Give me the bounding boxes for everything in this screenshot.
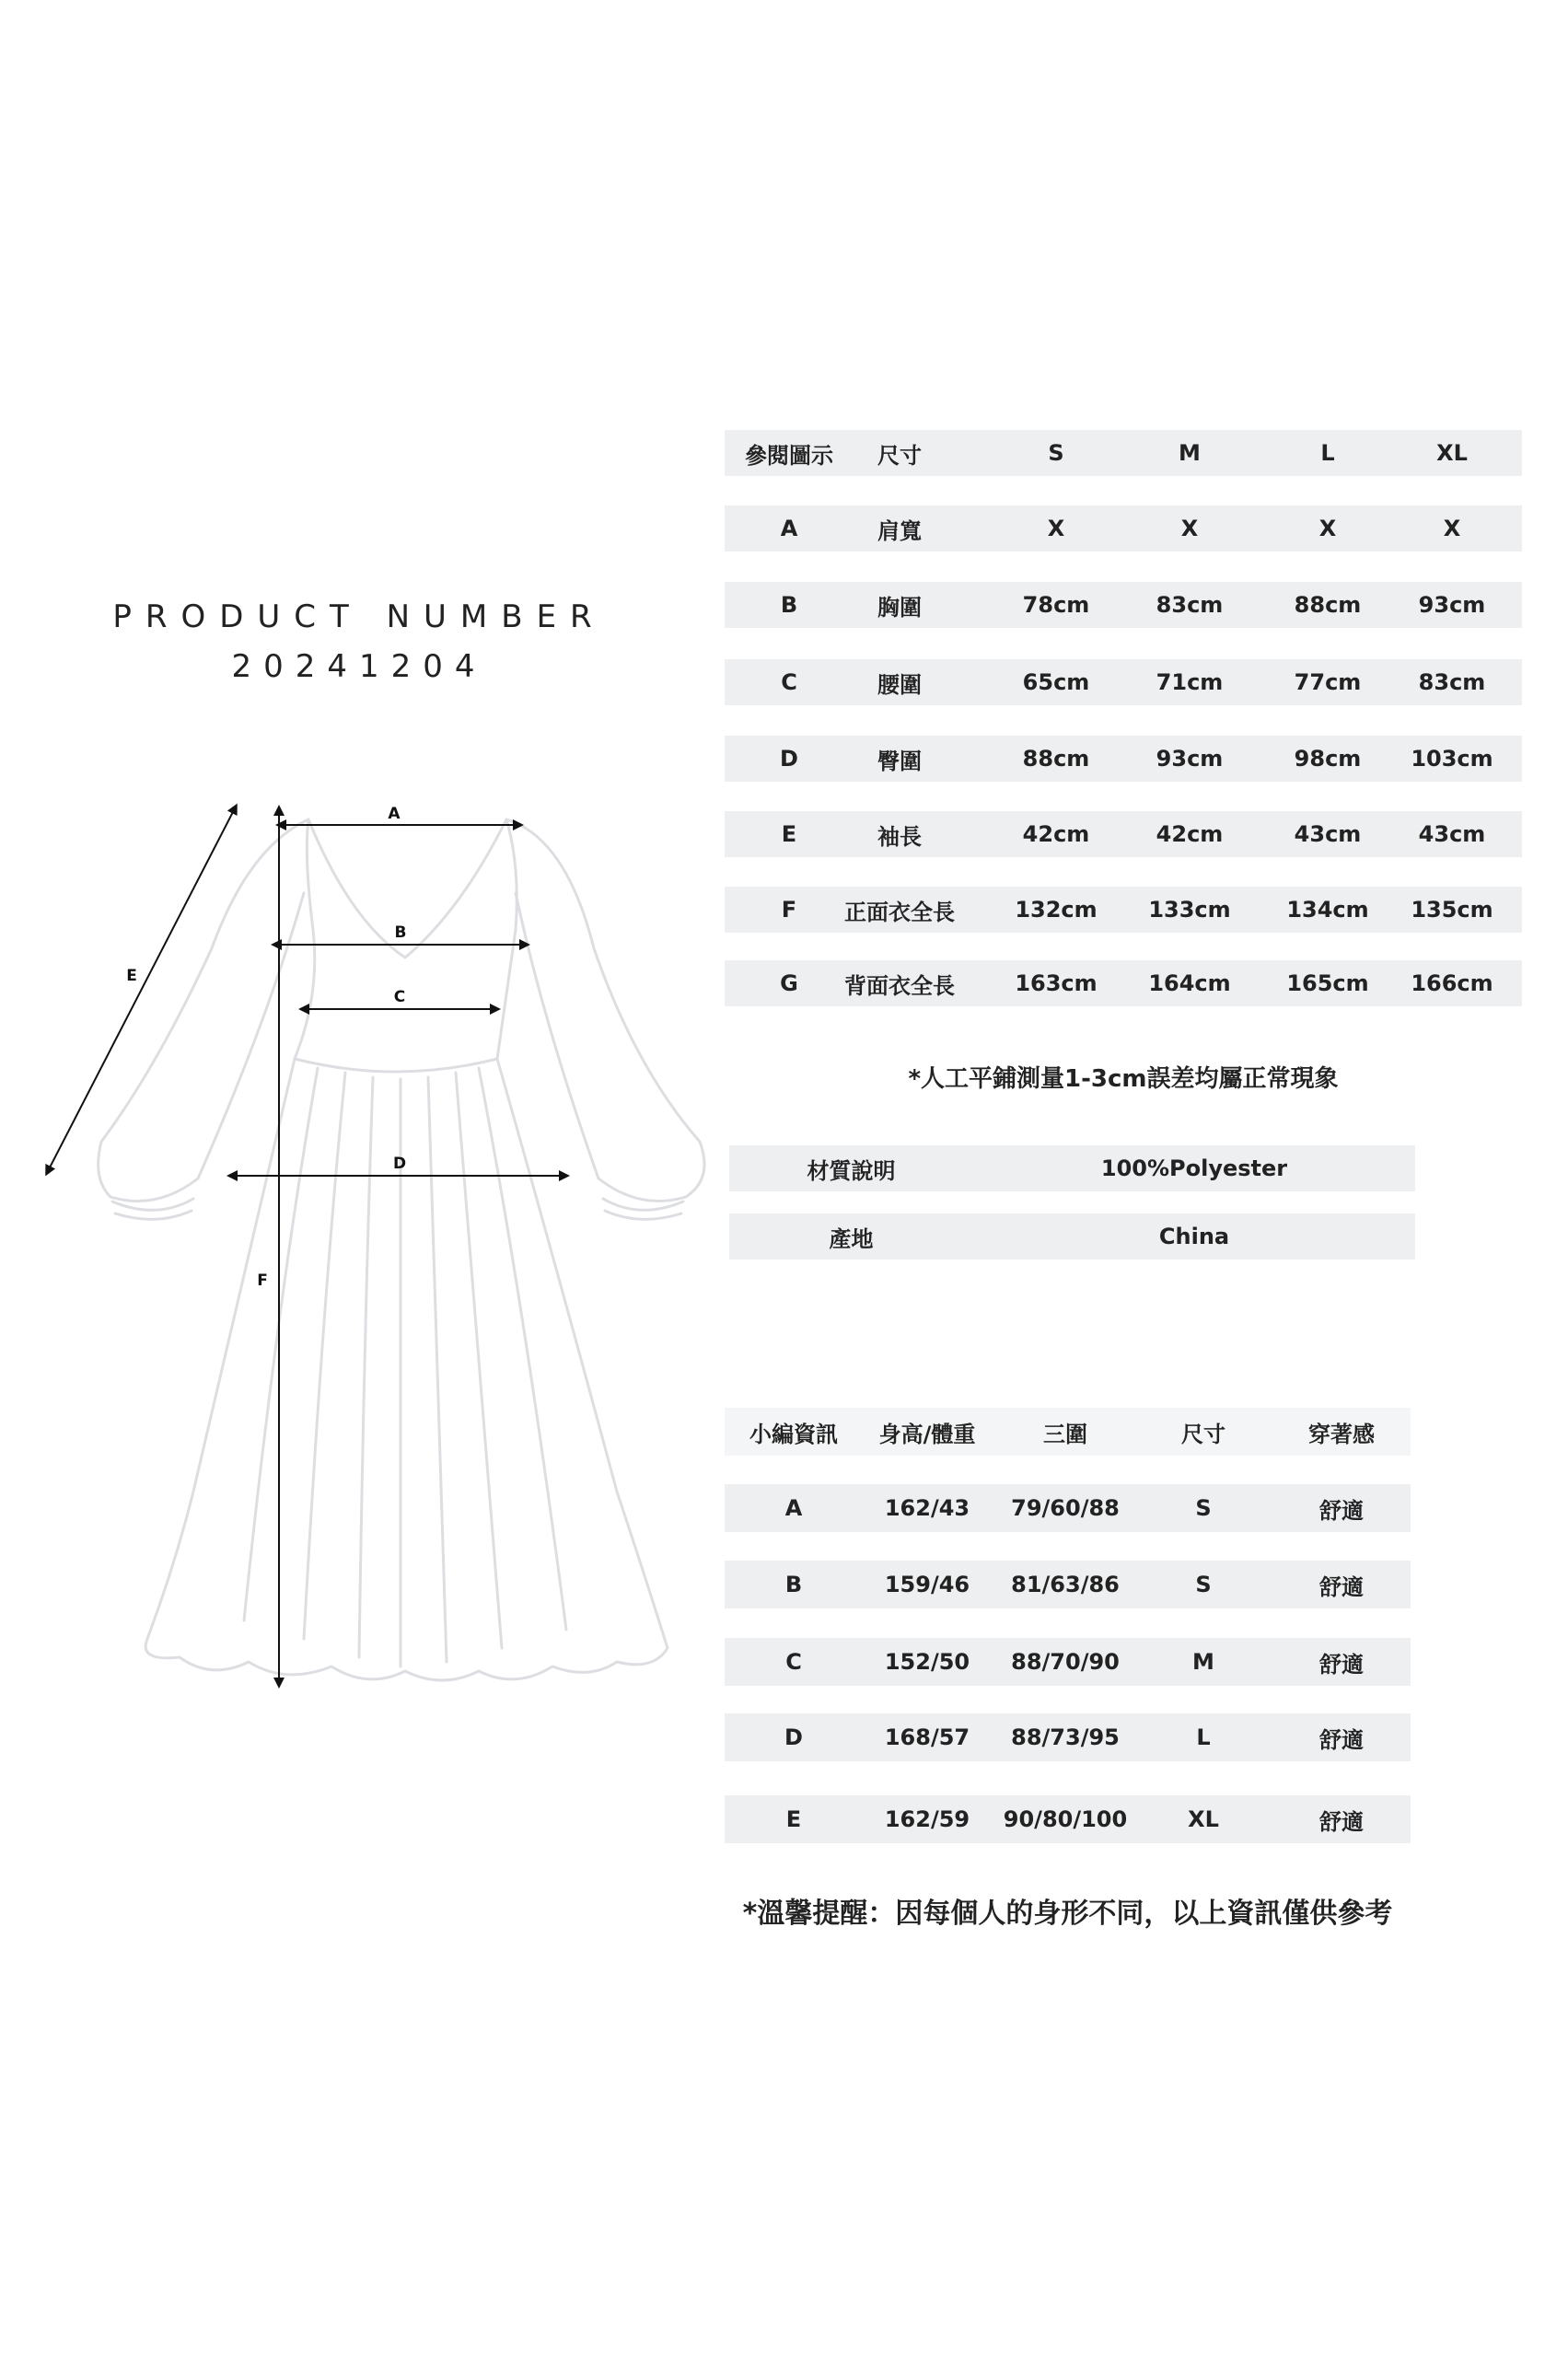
product-number-label: PRODUCT NUMBER [112, 598, 606, 635]
model-table-row [725, 1638, 1411, 1686]
size-table-cell: 134cm [1286, 897, 1369, 923]
size-table-cell: 93cm [1156, 746, 1224, 772]
label-d: D [392, 1155, 407, 1173]
size-table-cell: 164cm [1148, 970, 1231, 996]
size-table-cell: 尺寸 [877, 442, 922, 469]
dress-measurement-diagram [28, 792, 727, 1694]
size-table-cell: D [780, 746, 798, 772]
model-table-row [725, 1795, 1411, 1843]
label-c: C [393, 988, 406, 1006]
model-table-cell: E [785, 1806, 802, 1832]
model-table-cell: 身高/體重 [878, 1421, 976, 1447]
size-table-cell: 42cm [1022, 821, 1090, 847]
model-table-cell: 159/46 [884, 1572, 970, 1597]
model-table-cell: 三圍 [1043, 1421, 1087, 1447]
size-table-cell: 166cm [1411, 970, 1493, 996]
size-table-cell: 88cm [1294, 592, 1362, 618]
dress-outline [99, 819, 704, 1680]
size-table-cell: 袖長 [877, 823, 922, 850]
size-table-cell: A [780, 516, 798, 541]
size-table-cell: 參閱圖示 [745, 442, 833, 469]
size-table-cell: 胸圍 [877, 594, 922, 621]
size-table-cell: 93cm [1418, 592, 1486, 618]
model-table-cell: D [784, 1724, 803, 1750]
model-table-cell: B [784, 1572, 803, 1597]
size-table-cell: X [1318, 516, 1337, 541]
size-table-cell: X [1047, 516, 1065, 541]
model-table-cell: XL [1188, 1806, 1219, 1832]
model-table-cell: 162/59 [884, 1806, 970, 1832]
size-table-cell: C [781, 669, 797, 695]
measure-note: *人工平鋪測量1-3cm誤差均屬正常現象 [908, 1065, 1339, 1093]
model-table-row [725, 1713, 1411, 1761]
size-table-cell: 78cm [1022, 592, 1090, 618]
size-table-cell: M [1179, 440, 1201, 466]
reminder-note: *溫馨提醒：因每個人的身形不同，以上資訊僅供參考 [742, 1898, 1393, 1930]
model-table-cell: 舒適 [1319, 1808, 1364, 1835]
model-table-cell: 168/57 [884, 1724, 970, 1750]
size-table-row [725, 505, 1522, 552]
model-table-cell: 79/60/88 [1011, 1495, 1120, 1521]
material-table-cell: 100%Polyester [1100, 1155, 1288, 1181]
size-table-cell: 163cm [1015, 970, 1098, 996]
size-table-cell: 臀圍 [877, 748, 922, 774]
model-table-cell: 162/43 [884, 1495, 970, 1521]
model-table-cell: 舒適 [1319, 1726, 1364, 1753]
model-table-cell: S [1195, 1572, 1212, 1597]
size-table-cell: 43cm [1294, 821, 1362, 847]
model-table-row [725, 1484, 1411, 1532]
size-table-cell: X [1180, 516, 1199, 541]
model-table-cell: A [784, 1495, 803, 1521]
size-table-cell: 71cm [1156, 669, 1224, 695]
size-table-cell: E [781, 821, 797, 847]
size-table-cell: XL [1436, 440, 1468, 466]
label-b: B [394, 923, 407, 942]
size-table-cell: 肩寬 [877, 517, 922, 544]
size-table-row [725, 659, 1522, 705]
size-table-cell: 135cm [1411, 897, 1493, 923]
size-table-cell: 正面衣全長 [844, 899, 955, 925]
material-table-row [729, 1213, 1415, 1260]
label-f: F [257, 1271, 268, 1290]
size-table-row [725, 430, 1522, 476]
size-table-cell: 133cm [1148, 897, 1231, 923]
model-table-cell: 88/70/90 [1011, 1649, 1120, 1675]
model-table-cell: 舒適 [1319, 1497, 1364, 1524]
model-table-cell: 88/73/95 [1011, 1724, 1120, 1750]
product-number-value: 20241204 [231, 648, 487, 685]
model-table-cell: 152/50 [884, 1649, 970, 1675]
size-table-cell: 83cm [1418, 669, 1486, 695]
model-table-cell: 小編資訊 [749, 1421, 838, 1447]
size-table-row [725, 811, 1522, 857]
label-e: E [126, 967, 137, 985]
model-table-cell: 穿著感 [1308, 1421, 1375, 1447]
size-table-cell: 腰圍 [877, 671, 922, 698]
size-table-cell: 88cm [1022, 746, 1090, 772]
size-table-row [725, 887, 1522, 933]
measurement-lines [48, 808, 564, 1683]
model-table-cell: 舒適 [1319, 1573, 1364, 1600]
size-table-row [725, 582, 1522, 628]
measure-line-e [48, 808, 235, 1171]
size-table-cell: 背面衣全長 [844, 972, 955, 999]
model-table-cell: 尺寸 [1181, 1421, 1225, 1447]
size-table-cell: 43cm [1418, 821, 1486, 847]
size-table-cell: S [1048, 440, 1064, 466]
product-number [110, 598, 608, 685]
size-table-cell: 77cm [1294, 669, 1362, 695]
size-table-cell: 65cm [1022, 669, 1090, 695]
size-table-cell: B [780, 592, 798, 618]
model-table-cell: M [1192, 1649, 1214, 1675]
size-table-cell: X [1443, 516, 1461, 541]
size-table-cell: 83cm [1156, 592, 1224, 618]
model-table-cell: 90/80/100 [1003, 1806, 1128, 1832]
material-table-row [729, 1145, 1415, 1191]
material-table-cell: China [1158, 1224, 1230, 1249]
size-table-cell: F [781, 897, 797, 923]
size-table-cell: 98cm [1294, 746, 1362, 772]
size-table-row [725, 960, 1522, 1006]
model-table-row [725, 1408, 1411, 1456]
size-table-cell: 165cm [1286, 970, 1369, 996]
material-table-cell: 材質說明 [807, 1157, 896, 1184]
size-table-row [725, 736, 1522, 782]
model-table-cell: 舒適 [1319, 1651, 1364, 1678]
size-table-cell: 132cm [1015, 897, 1098, 923]
model-table-cell: S [1195, 1495, 1212, 1521]
label-a: A [388, 805, 401, 823]
size-table-cell: 103cm [1411, 746, 1493, 772]
model-table-cell: C [785, 1649, 802, 1675]
model-table-cell: L [1196, 1724, 1211, 1750]
size-table-cell: 42cm [1156, 821, 1224, 847]
model-table-row [725, 1561, 1411, 1608]
material-table-cell: 產地 [829, 1225, 874, 1252]
size-table-cell: L [1320, 440, 1335, 466]
size-table-cell: G [780, 970, 798, 996]
model-table-cell: 81/63/86 [1011, 1572, 1120, 1597]
